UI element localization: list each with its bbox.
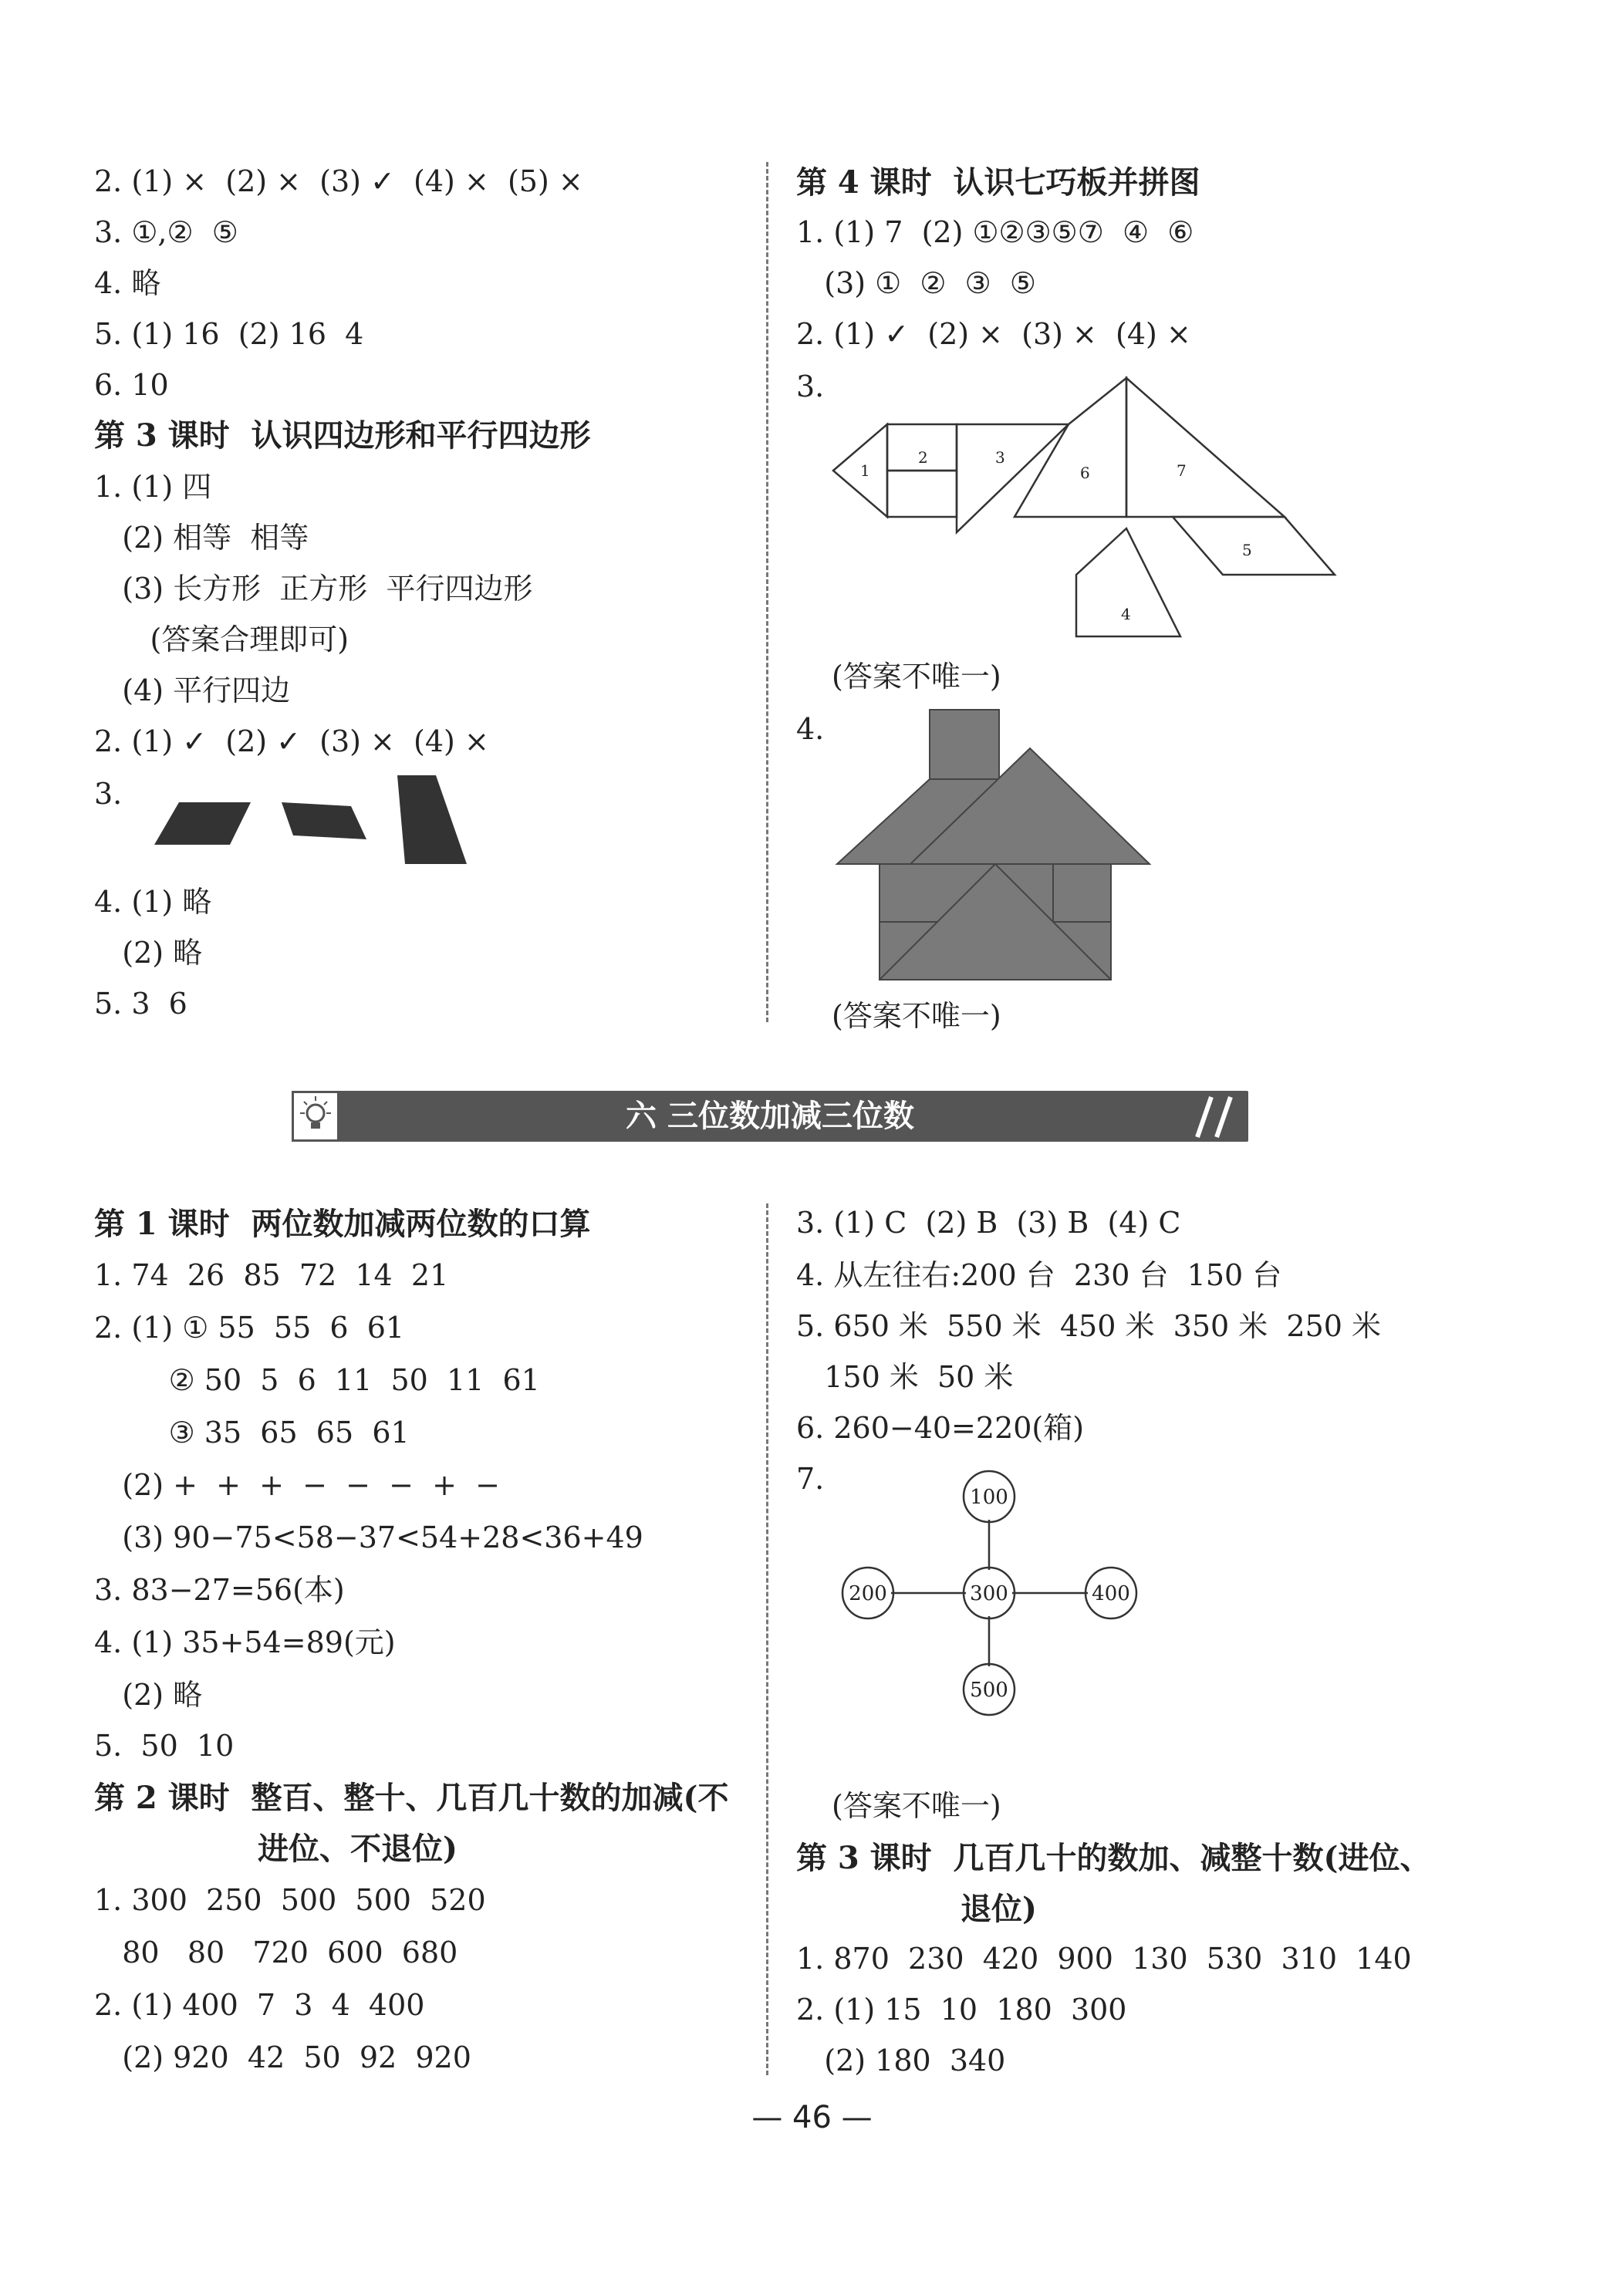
answer-line: 7. — [796, 1462, 825, 1496]
circle-number: 100 — [970, 1486, 1008, 1509]
section-title: 六 三位数加减三位数 — [626, 1099, 914, 1134]
tangram-label: 1 — [860, 461, 870, 480]
answer-line: (3) 90−75<58−37<54+28<36+49 — [94, 1521, 643, 1554]
answer-line: 3. — [94, 777, 123, 811]
circle-number: 200 — [849, 1582, 887, 1605]
answer-line: 6. 10 — [94, 368, 169, 402]
tangram-figure — [829, 370, 1346, 642]
note-text: (答案不唯一) — [832, 1789, 1001, 1823]
tangram-label: 7 — [1177, 461, 1187, 480]
answer-line: 5. 50 10 — [94, 1729, 235, 1763]
tangram-label: 5 — [1242, 541, 1252, 559]
answer-line: 4. — [796, 712, 825, 746]
lesson3-heading-right-cont: 退位) — [961, 1891, 1037, 1927]
parallelogram-shapes — [139, 771, 478, 872]
lesson2-heading-cont: 进位、不退位) — [258, 1831, 457, 1867]
answer-line: 4. (1) 35+54=89(元) — [94, 1625, 396, 1659]
column-divider — [766, 1203, 768, 2075]
answer-line: (2) 相等 相等 — [94, 521, 309, 555]
answer-line: 150 米 50 米 — [796, 1360, 1014, 1394]
answer-line: 1. (1) 7 (2) ①②③⑤⑦ ④ ⑥ — [796, 215, 1194, 249]
lesson1-heading: 第 1 课时 两位数加减两位数的口算 — [94, 1206, 591, 1242]
answer-line: (3) 长方形 正方形 平行四边形 — [94, 572, 533, 606]
circle-number: 400 — [1092, 1582, 1130, 1605]
answer-line: 1. (1) 四 — [94, 470, 212, 504]
answer-line: (2) + + + − − − + − — [94, 1468, 500, 1502]
answer-line: 5. 650 米 550 米 450 米 350 米 250 米 — [796, 1309, 1382, 1343]
answer-line: 6. 260−40=220(箱) — [796, 1411, 1085, 1445]
page-number: — 46 — — [751, 2100, 873, 2135]
note-text: (答案不唯一) — [832, 999, 1001, 1033]
answer-line: (3) ① ② ③ ⑤ — [796, 266, 1036, 300]
lesson3-heading: 第 3 课时 认识四边形和平行四边形 — [94, 417, 591, 454]
answer-line: 5. 3 6 — [94, 987, 187, 1021]
tangram-label: 6 — [1080, 464, 1090, 482]
tangram-label: 2 — [918, 448, 928, 467]
answer-line: (4) 平行四边 — [94, 673, 291, 707]
answer-line: (答案合理即可) — [94, 623, 349, 656]
answer-line: 1. 870 230 420 900 130 530 310 140 — [796, 1942, 1412, 1976]
circle-number: 500 — [970, 1679, 1008, 1702]
answer-line: (2) 920 42 50 92 920 — [94, 2040, 471, 2074]
answer-line: (2) 略 — [94, 936, 203, 970]
answer-line: 3. (1) C (2) B (3) B (4) C — [796, 1206, 1181, 1240]
answer-line: (2) 180 340 — [796, 2044, 1006, 2077]
answer-line: 2. (1) × (2) × (3) ✓ (4) × (5) × — [94, 164, 583, 198]
tangram-label: 3 — [995, 448, 1005, 467]
answer-line: 4. 略 — [94, 266, 161, 300]
answer-line: 2. (1) 400 7 3 4 400 — [94, 1988, 425, 2022]
answer-line: 1. 74 26 85 72 14 21 — [94, 1258, 449, 1292]
lesson4-heading: 第 4 课时 认识七巧板并拼图 — [796, 164, 1200, 201]
answer-line: (2) 略 — [94, 1678, 203, 1712]
lesson2-heading: 第 2 课时 整百、整十、几百几十数的加减(不 — [94, 1780, 729, 1816]
note-text: (答案不唯一) — [832, 660, 1001, 694]
lesson3-heading-right: 第 3 课时 几百几十的数加、减整十数(进位、 — [796, 1840, 1431, 1876]
number-circle-diagram — [829, 1462, 1169, 1770]
column-divider — [766, 162, 768, 1022]
answer-line: 3. ①,② ⑤ — [94, 215, 238, 249]
answer-line: 3. 83−27=56(本) — [94, 1573, 345, 1607]
answer-line: 2. (1) ✓ (2) × (3) × (4) × — [796, 317, 1191, 351]
answer-line: 80 80 720 600 680 — [94, 1936, 458, 1969]
answer-line: 3. — [796, 370, 825, 403]
answer-line: 1. 300 250 500 500 520 — [94, 1883, 486, 1917]
answer-line: 4. (1) 略 — [94, 885, 212, 919]
answer-line: ② 50 5 6 11 50 11 61 — [94, 1363, 540, 1397]
answer-line: 5. (1) 16 (2) 16 4 — [94, 317, 364, 351]
answer-line: ③ 35 65 65 61 — [94, 1416, 410, 1450]
answer-line: 4. 从左往右:200 台 230 台 150 台 — [796, 1258, 1282, 1292]
section-banner — [292, 1091, 1248, 1142]
answer-line: 2. (1) ✓ (2) ✓ (3) × (4) × — [94, 724, 489, 758]
circle-number: 300 — [970, 1582, 1008, 1605]
answer-line: 2. (1) 15 10 180 300 — [796, 1993, 1127, 2027]
answer-line: 2. (1) ① 55 55 6 61 — [94, 1311, 405, 1345]
tangram-label: 4 — [1121, 605, 1131, 623]
slash-decoration-icon — [1188, 1095, 1242, 1139]
house-tangram — [833, 706, 1157, 984]
